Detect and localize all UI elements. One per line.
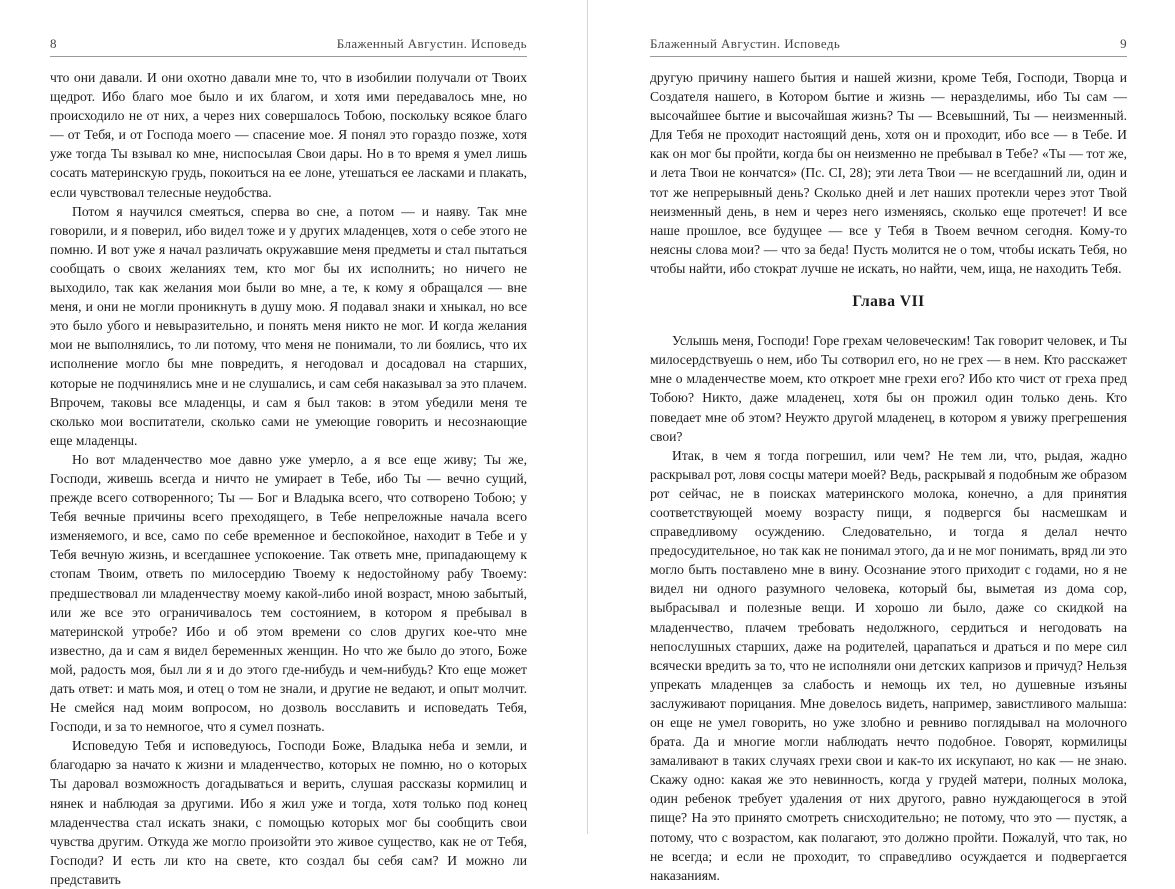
paragraph: что они давали. И они охотно давали мне то, что в изобилии получали от Твоих щедрот. Ибо благо мое было и их благом, и хотя ими передавалось мне, но происходило не от них, а через них совершалось Тобою, поскольку всякое благо — от Тебя, и от Господа моего — спасение мое. Я понял это гораздо позже, хотя уже тогда Ты взывал ко мне, ниспосылая Свои дары. Но в то время я умел лишь сосать материнскую грудь, покоиться на ее лоне, утешаться ее ласками и плакать, если чувствовал телесные неудобства. bbox=[50, 70, 527, 200]
paragraph: другую причину нашего бытия и нашей жизни, кроме Тебя, Господи, Творца и Создателя нашего, в Котором бытие и жизнь — неразделимы, ибо Ты сам — высочайшее бытие и высочайшая жизнь? Ты — Всевышний, Ты — неизменный. Для Тебя не проходит настоящий день, хотя он и проходит, ибо все — в Тебе. И как он мог бы пройти, когда бы он неизменно не пребывал в Тебе? «Ты — тот же, и лета Твои не кончатся» (Пс. CI, 28); эти лета Твои — не всегдашний ли, один и тот же непрерывный день? Сколько дней и лет наших протекли через этот Твой неизменный день, в нем и через него изменяясь, сколько еще протечет! И все наше прошлое, все будущее — все у Тебя в Твоем вечном сегодня. Кому-то неясны слова мои? — что за беда! Пусть молится не о том, чтобы искать Тебя, но чтобы найти, ибо стократ лучше не искать, но найти, чем, ища, не находить Тебя. bbox=[650, 70, 1127, 276]
paragraph: Но вот младенчество мое давно уже умерло, а я все еще живу; Ты же, Господи, живешь всегда и ничто не умирает в Тебе, ибо Ты — вечно сущий, прежде всего сотворенного; Ты — Бог и Владыка всего, что сотворено Тобою; у Тебя вечные причины всего преходящего, в Тебе непреложные начала всего изменяемого, и все, само по себе временное и беспокойное, находит в Тебе и у Тебя вечную жизнь, и всегдашнее успокоение. Так ответь мне, припадающему к стопам Твоим, ответь по милосердию Твоему к недостойному рабу Твоему: предшествовал ли младенчеству моему какой-либо иной возраст, мною забытый, или же все это ограничивалось тем состоянием, в котором я пребывал в материнской утробе? Ибо и об этом времени со слов других кое-что мне известно, да и сам я видел беременных женщин. Но что же было до этого, Боже мой, радость моя, был ли я и до этого где-нибудь и чем-нибудь? Кто еще может дать ответ: и мать моя, и отец о том не знали, и другие не ведают, и опыт молчит. Не смейся над моим вопросом, но дозволь восславить и исповедать Тебя, Господи, и за то немногое, что я сумел познать. bbox=[50, 451, 527, 735]
right-page bbox=[588, 0, 1175, 883]
paragraph: Исповедую Тебя и исповедуюсь, Господи Боже, Владыка неба и земли, и благодарю за начато к жизни и младенчество, которых не помню, но о которых Ты даровал возможность догадываться и верить, слушая рассказы кормилиц и нянек и наблюдая за другими. Ибо я жил уже и тогда, хотя только под конец младенчества стал искать знаки, с помощью которых мог бы сообщить свои чувства другим. Откуда же могло произойти это живое существо, как не от Тебя, Господи? И есть ли кто на свете, кто создал бы себя сам? И можно ли представить bbox=[50, 738, 527, 887]
chapter-heading: Глава VII bbox=[852, 293, 925, 311]
paragraph: Итак, в чем я тогда погрешил, или чем? Не тем ли, что, рыдая, жадно раскрывал рот, ловя сосцы матери моей? Ведь, раскрывай я подобным же образом рот сейчас, не в поисках материнского молока, конечно, а для принятия соответствующей моему возрасту пищи, я подвергся бы насмешкам и справедливому осуждению. Следовательно, и тогда я делал нечто предосудительное, но так как не понимал этого, да и не мог понимать, вряд ли это могло быть поставлено мне в вину. Осознание этого приходит с годами, но я не видел ни одного разумного человека, который бы, выметая из дома сор, выбрасывал и полезные вещи. И хорошо ли было, даже со скидкой на младенчество, плачем требовать недолжного, сердиться и негодовать на непослушных старших, даже на родителей, царапаться и драться и по мере сил всячески вредить за то, что не исполняли они детских капризов и причуд? Нельзя упрекать младенцев за слабость и немощь их тел, но душевные изъяны заслуживают порицания. Мне довелось видеть, например, завистливого малыша: он еще не умел говорить, но уже злобно и ревниво поглядывал на молочного брата. Да и многие могли наблюдать нечто подобное. Говорят, кормилицы замаливают в таких случаях грехи свои и как-то их искупают, но как — не знаю. Скажу одно: какая же это невинность, когда у грудей матери, полных молока, один ребенок требует удаления от них другого, равно нуждающегося в этой пище? На это принято смотреть снисходительно; не потому, что это — пустяк, а потому, что с возрастом, как полагают, это должно пройти. Пожалуй, что так, но не всегда; и если не проходит, то справедливо осуждается и подвергается наказаниям. bbox=[650, 447, 1127, 883]
right-running-header bbox=[650, 36, 1127, 57]
left-running-head-title: Блаженный Августин. Исповедь bbox=[336, 36, 527, 51]
left-page-number: 8 bbox=[50, 36, 57, 51]
paragraph: Услышь меня, Господи! Горе грехам человеческим! Так говорит человек, и Ты милосердствуешь о нем, ибо Ты сотворил его, но не грех — в нем. Кто расскажет мне о младенчестве моем, кто откроет мне грехи его? Ибо кто чист от греха пред Тобою? Никто, даже младенец, хотя бы он прожил один только день. Кто поведает мне об этом? Неужто другой младенец, в котором я увижу прегрешения свои? bbox=[650, 333, 1127, 444]
left-page-body bbox=[50, 68, 527, 889]
right-running-head-title: Блаженный Августин. Исповедь bbox=[650, 36, 841, 51]
right-page-number: 9 bbox=[1120, 36, 1127, 51]
right-page-body bbox=[650, 68, 1127, 885]
left-running-header bbox=[50, 36, 527, 57]
left-page bbox=[0, 0, 587, 887]
paragraph: Потом я научился смеяться, сперва во сне, а потом — и наяву. Так мне говорили, и я поверил, ибо видел тоже и у других младенцев, хотя о себе этого не помню. И вот уже я начал различать окружавшие меня предметы и стал пытаться сообщать о своих желаниях тем, кто мог бы их исполнить; но ничего не выходило, так как желания мои были во мне, а те, к кому я обращался — вне меня, и они не могли проникнуть в душу мою. Я подавал знаки и хныкал, но все это было убого и невыразительно, и понять меня никто не мог. И когда желания мои не выполнялись, то ли потому, что меня не понимали, то ли боялись, что их исполнение могло бы мне повредить, я негодовал и досадовал на старших, которые не подчинялись мне и не слушались, и сам себя наказывал за это плачем. Впрочем, таковы все младенцы, и сам я был таков: в этом убедили меня те сколько мои воспитатели, сколько сами не умеющие говорить и несознающие еще младенцы. bbox=[50, 203, 527, 448]
